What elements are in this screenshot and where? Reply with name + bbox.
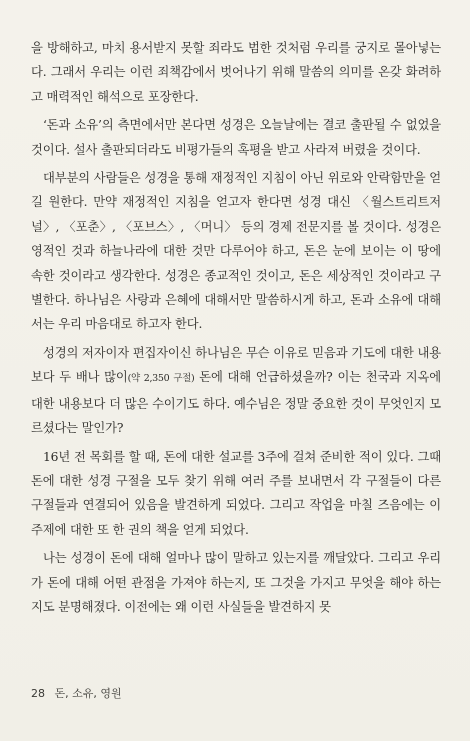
text-run: 대부분의 사람들은 성경을 통해 재정적인 지침이 아닌 위로와 안락함만을 얻길 원한다. 만약 재정적인 지침을 얻고자 한다면 성경 대신 〈월스트리트저널〉, 〈포춘〉, 〈포브스〉, 〈머니〉 등의 경제 전문지를 볼 것이다. 성경은 영적인 것과 하늘나라에 대한 것만 다루어야 하고, 돈은 눈에 보이는 이 땅에 속한 것이라고 생각한다. 성경은 종교적인 것이고, 돈은 세상적인 것이라고 구별한다. 하나님은 사랑과 은혜에 대해서만 말씀하시게 하고, 돈과 소유에 대해서는 우리 마음대로 하고자 한다. xyxy=(31,171,441,332)
book-title: 돈, 소유, 영원 xyxy=(54,687,122,700)
verse-count-note: (약 2,350 구절) xyxy=(127,373,195,385)
paragraph xyxy=(31,113,441,162)
text-run: 돈에 대해 언급하셨을까? 이는 천국과 지옥에 대한 내용보다 더 많은 수이기도 하다. 예수님은 정말 중요한 것이 무엇인지 모르셨다는 말인가? xyxy=(31,370,441,436)
body-text xyxy=(31,36,441,623)
paragraph xyxy=(31,546,441,619)
paragraph xyxy=(31,445,441,543)
text-run: ‘돈과 소유’의 측면에서만 본다면 성경은 오늘날에는 결코 출판될 수 없었을 것이다. 설사 출판되더라도 비평가들의 혹평을 받고 사라져 버렸을 것이다. xyxy=(31,118,441,157)
text-run: 성경의 저자이자 편집자이신 하나님은 무슨 이유로 믿음과 기도에 대한 내용보다 두 배나 많이 xyxy=(31,345,441,385)
paragraph xyxy=(31,36,441,109)
paragraph xyxy=(31,341,441,441)
paragraph xyxy=(31,166,441,337)
page-number: 28 xyxy=(31,687,45,700)
page-footer xyxy=(31,685,122,701)
text-run: 나는 성경이 돈에 대해 얼마나 많이 말하고 있는지를 깨달았다. 그리고 우리가 돈에 대해 어떤 관점을 가져야 하는지, 또 그것을 가지고 무엇을 해야 하는지도 분명해졌다. 이전에는 왜 이런 사실들을 발견하지 못 xyxy=(31,551,441,614)
text-run: 을 방해하고, 마치 용서받지 못할 죄라도 범한 것처럼 우리를 궁지로 몰아넣는다. 그래서 우리는 이런 죄책감에서 벗어나기 위해 말씀의 의미를 온갖 화려하고 매력적인 해석으로 포장한다. xyxy=(31,41,441,104)
text-run: 16년 전 목회를 할 때, 돈에 대한 설교를 3주에 걸쳐 준비한 적이 있다. 그때 돈에 대한 성경 구절을 모두 찾기 위해 여러 주를 보내면서 각 구절들이 다른 구절들과 연결되어 있음을 발견하게 되었다. 그리고 작업을 마칠 즈음에는 이 주제에 대한 또 한 권의 책을 얻게 되었다. xyxy=(31,449,441,537)
